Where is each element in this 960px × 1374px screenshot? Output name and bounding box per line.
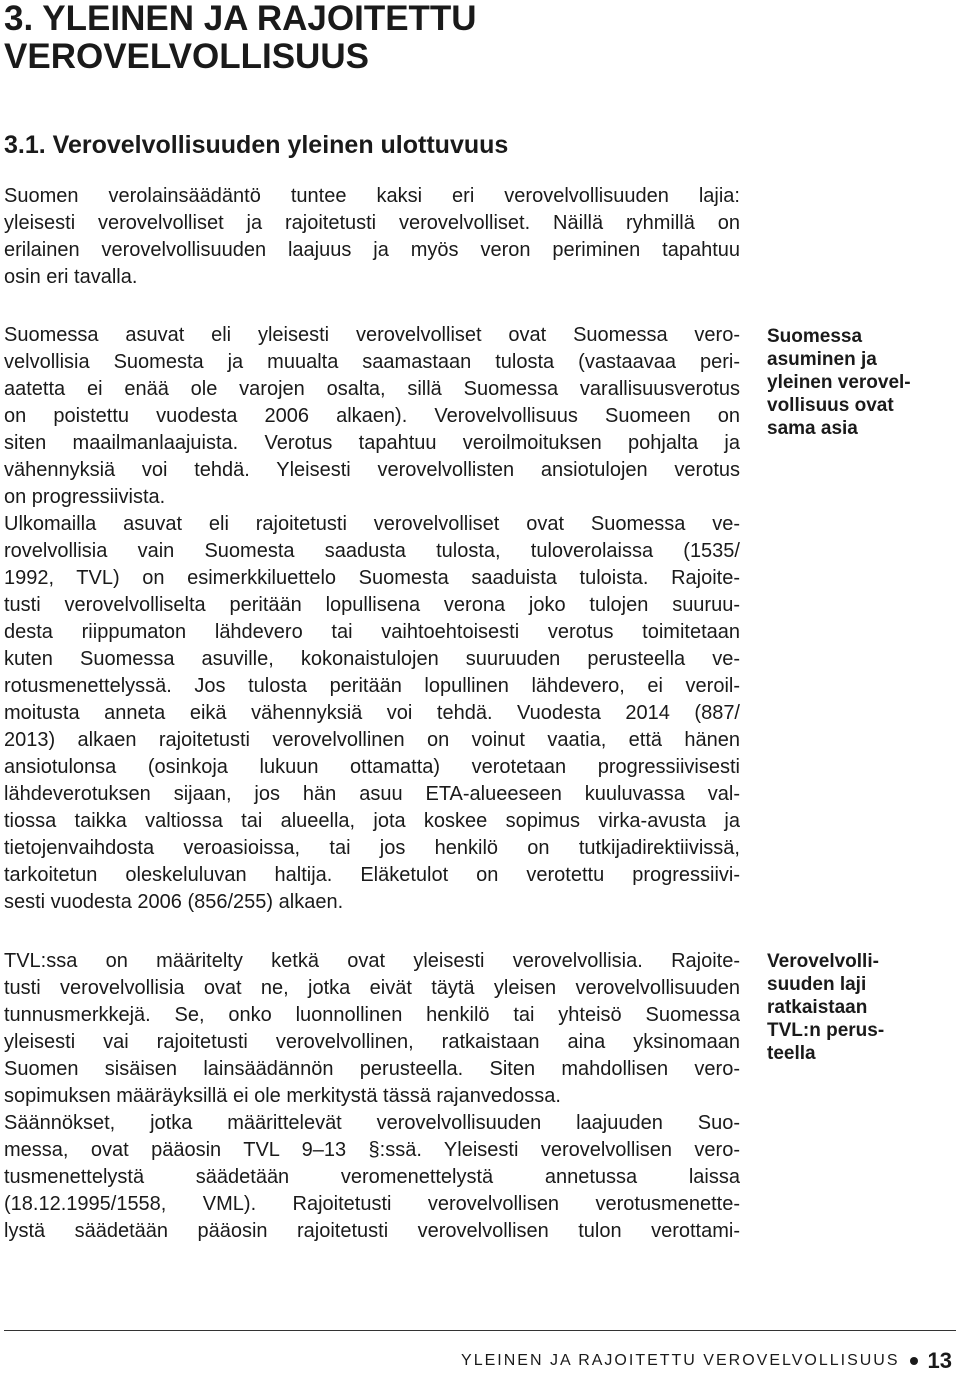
paragraph-line: erilainen verovelvollisuuden laajuus ja myös veron periminen tapahtuu	[4, 239, 740, 261]
paragraph	[4, 1110, 740, 1245]
chapter-title	[4, 0, 477, 76]
section-title: 3.1. Verovelvollisuuden yleinen ulottuvuus	[4, 131, 509, 159]
paragraph-line: tarkoitetun oleskeluluvan haltija. Eläketulot on verotettu progressiivi-	[4, 864, 740, 886]
paragraph-line: tusmenettelystä säädetään veromenettelystä annetussa laissa	[4, 1166, 740, 1188]
paragraph-line: kuten Suomessa asuville, kokonaistulojen suuruuden perusteella ve-	[4, 648, 740, 670]
page-footer	[461, 1350, 952, 1372]
paragraph-line: rotusmenettelyssä. Jos tulosta peritään lopullinen lähdevero, ei veroil-	[4, 675, 740, 697]
paragraph-line: tunnusmerkkejä. Se, onko luonnollinen henkilö tai yhteisö Suomessa	[4, 1004, 740, 1026]
paragraph-line: TVL:ssa on määritelty ketkä ovat yleisesti verovelvollisia. Rajoite-	[4, 950, 740, 972]
paragraph-line: aatetta ei enää ole varojen osalta, sillä Suomessa varallisuusverotus	[4, 378, 740, 400]
paragraph-line: Suomessa asuvat eli yleisesti verovelvolliset ovat Suomessa vero-	[4, 324, 740, 346]
paragraph-line: tietojenvaihdosta veroasioissa, tai jos henkilö on tutkijadirektiivissä,	[4, 837, 740, 859]
paragraph-line: (18.12.1995/1558, VML). Rajoitetusti verovelvollisen verotusmenette-	[4, 1193, 740, 1215]
paragraph-line: tusti verovelvolliselta peritään lopullisena verona joko tulojen suuruu-	[4, 594, 740, 616]
chapter-title-line: VEROVELVOLLISUUS	[4, 37, 369, 76]
paragraph-line: yleisesti vai rajoitetusti verovelvollinen, ratkaistaan aina yksinomaan	[4, 1031, 740, 1053]
paragraph-line: Ulkomailla asuvat eli rajoitetusti verovelvolliset ovat Suomessa ve-	[4, 513, 740, 535]
margin-note-line: Suomessa	[767, 326, 863, 347]
paragraph-line: lähdeverotuksen sijaan, jos hän asuu ETA-alueeseen kuuluvassa val-	[4, 783, 740, 805]
paragraph-line: ansiotulonsa (osinkoja lukuun ottamatta) verotetaan progressiivisesti	[4, 756, 740, 778]
paragraph-line: on progressiivista.	[4, 486, 166, 508]
margin-note-line: sama asia	[767, 418, 858, 439]
margin-note-line: Verovelvolli-	[767, 951, 879, 972]
margin-note	[767, 950, 957, 1065]
paragraph-line: tiossa taikka valtiossa tai alueella, jota koskee sopimus virka-avusta ja	[4, 810, 740, 832]
paragraph-line: 2013) alkaen rajoitetusti verovelvollinen on voinut vaatia, että hänen	[4, 729, 740, 751]
paragraph-line: sopimuksen määräyksillä ei ole merkitystä tässä rajanvedossa.	[4, 1085, 561, 1107]
paragraph	[4, 322, 740, 511]
paragraph-line: desta riippumaton lähdevero tai vaihtoehtoisesti verotus toimitetaan	[4, 621, 740, 643]
paragraph-line: lystä säädetään pääosin rajoitetusti verovelvollisen tulon verottami-	[4, 1220, 740, 1242]
margin-note-line: teella	[767, 1043, 816, 1064]
paragraph-line: siten maailmanlaajuista. Verotus tapahtuu veroilmoituksen pohjalta ja	[4, 432, 740, 454]
paragraph-line: osin eri tavalla.	[4, 266, 138, 288]
margin-note-line: asuminen ja	[767, 349, 877, 370]
bullet-icon	[910, 1357, 918, 1365]
paragraph-line: rovelvollisia vain Suomesta saadusta tulosta, tuloverolaissa (1535/	[4, 540, 740, 562]
margin-note-line: ratkaistaan	[767, 997, 868, 1018]
footer-rule	[4, 1330, 956, 1331]
paragraph-line: yleisesti verovelvolliset ja rajoitetusti verovelvolliset. Näillä ryhmillä on	[4, 212, 740, 234]
page-number: 13	[927, 1348, 952, 1373]
margin-note-line: vollisuus ovat	[767, 395, 894, 416]
paragraph-line: 1992, TVL) on esimerkkiluettelo Suomesta saaduista tuloista. Rajoite-	[4, 567, 740, 589]
margin-note	[767, 325, 957, 440]
running-title: YLEINEN JA RAJOITETTU VEROVELVOLLISUUS	[461, 1352, 900, 1369]
paragraph-line: messa, ovat pääosin TVL 9–13 §:ssä. Yleisesti verovelvollisen vero-	[4, 1139, 740, 1161]
paragraph-line: velvollisia Suomesta ja muualta saamastaan tulosta (vastaavaa peri-	[4, 351, 740, 373]
paragraph	[4, 948, 740, 1110]
paragraph-line: Suomen verolainsäädäntö tuntee kaksi eri verovelvollisuuden lajia:	[4, 185, 740, 207]
paragraph-line: sesti vuodesta 2006 (856/255) alkaen.	[4, 891, 344, 913]
paragraph-line: moitusta anneta eikä vähennyksiä voi tehdä. Vuodesta 2014 (887/	[4, 702, 740, 724]
paragraph-line: tusti verovelvollisia ovat ne, jotka eivät täytä yleisen verovelvollisuuden	[4, 977, 740, 999]
chapter-title-line: 3. YLEINEN JA RAJOITETTU	[4, 0, 477, 38]
paragraph-line: vähennyksiä voi tehdä. Yleisesti verovelvollisten ansiotulojen verotus	[4, 459, 740, 481]
margin-note-line: suuden laji	[767, 974, 867, 995]
paragraph	[4, 511, 740, 916]
paragraph-line: Suomen sisäisen lainsäädännön perusteella. Siten mahdollisen vero-	[4, 1058, 740, 1080]
paragraph-line: on poistettu vuodesta 2006 alkaen). Verovelvollisuus Suomeen on	[4, 405, 740, 427]
paragraph-line: Säännökset, jotka määrittelevät verovelvollisuuden laajuuden Suo-	[4, 1112, 740, 1134]
margin-note-line: yleinen verovel-	[767, 372, 911, 393]
paragraph	[4, 183, 740, 291]
margin-note-line: TVL:n perus-	[767, 1020, 885, 1041]
